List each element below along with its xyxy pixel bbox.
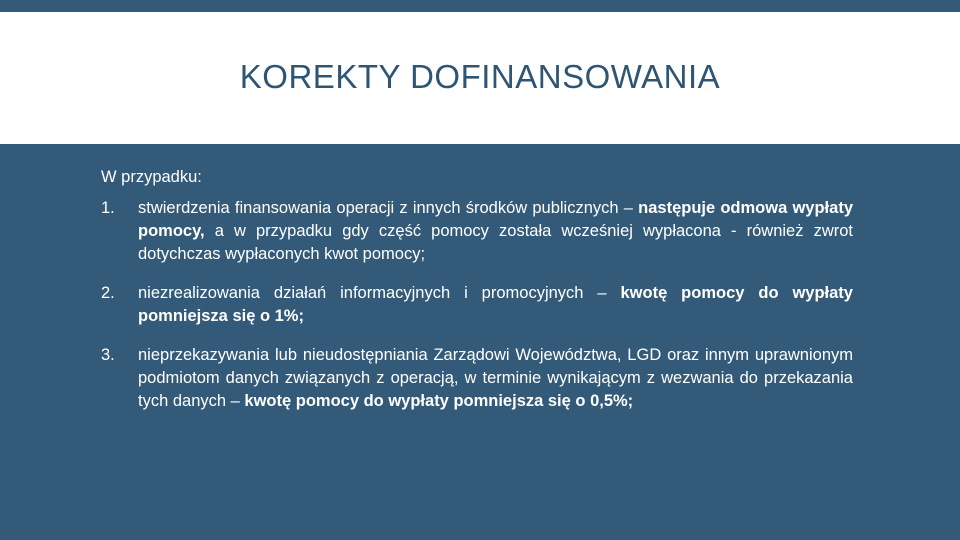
item-text-bold: następuje odmowa wypłaty pomocy, [138,199,853,240]
item-text-bold: kwotę pomocy do wypłaty pomniejsza się o 0,5%; [244,392,634,410]
list-item [101,197,853,266]
item-number: 1. [101,199,115,217]
top-accent-strip [0,0,960,12]
item-number: 2. [101,284,115,302]
item-number: 3. [101,346,115,364]
slide-title: KOREKTY DOFINANSOWANIA [239,58,721,95]
item-text: a w przypadku gdy część pomocy została wcześniej wypłacona - również zwrot dotychczas wypłaconych kwot pomocy; [138,222,853,263]
list-item [101,282,853,328]
item-text-bold: kwotę pomocy do wypłaty pomniejsza się o 1%; [138,284,853,325]
intro-text: W przypadku: [101,168,202,186]
slide-content [101,166,853,429]
item-text: nieprzekazywania lub nieudostępniania Zarządowi Województwa, LGD oraz innym uprawnionym podmiotom danych związanych z operacją, w terminie wynikającym z wezwania do przekazania tych danych – [138,346,853,410]
item-text: niezrealizowania działań informacyjnych i promocyjnych – [138,284,621,302]
item-text: stwierdzenia finansowania operacji z innych środków publicznych – [138,199,639,217]
list-item [101,344,853,413]
